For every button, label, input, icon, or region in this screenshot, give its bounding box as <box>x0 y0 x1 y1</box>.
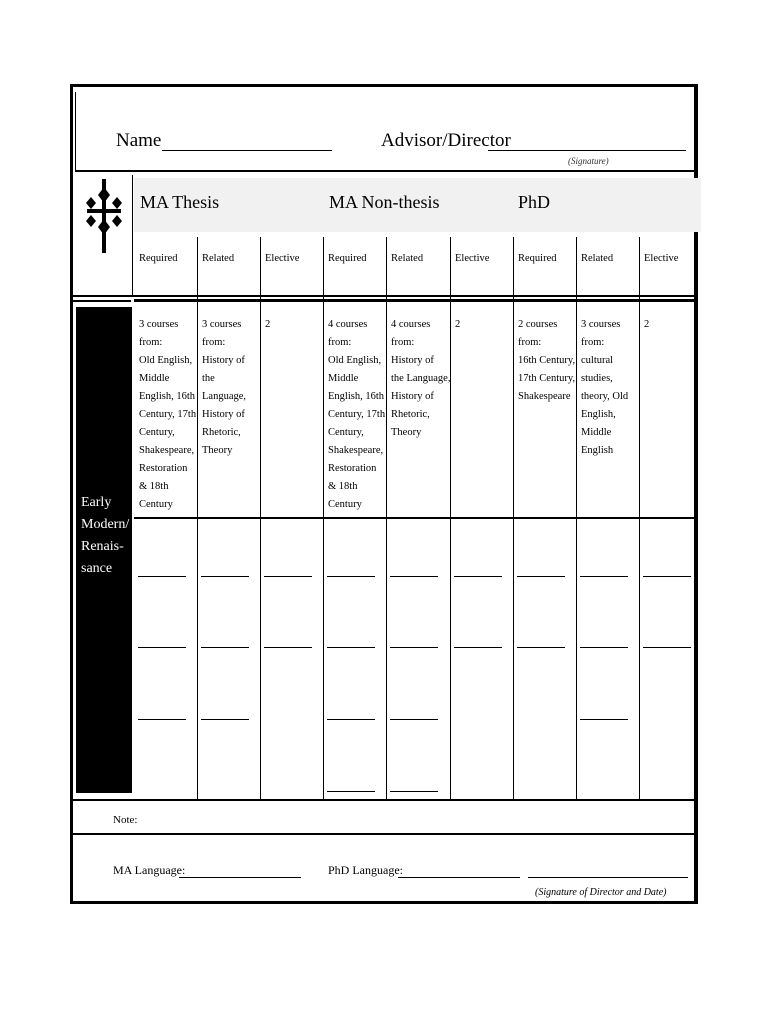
course-entry-line[interactable] <box>454 647 502 648</box>
program-ma-thesis: MA Thesis <box>140 192 220 212</box>
course-entry-line[interactable] <box>390 647 438 648</box>
req-cell-phd-required <box>518 316 575 406</box>
requirement-line: Century <box>328 499 362 510</box>
section-label-line: Modern/ <box>81 517 130 532</box>
section-label <box>81 492 129 580</box>
col-header-ma-nonthesis-elective: Elective <box>455 253 490 264</box>
col-header-phd-required: Required <box>518 253 557 264</box>
ma-language-field[interactable] <box>179 877 301 878</box>
requirement-line: from: <box>328 337 352 348</box>
phd-language-field[interactable] <box>398 877 520 878</box>
course-entry-line[interactable] <box>201 647 249 648</box>
requirement-line: cultural <box>581 355 614 366</box>
requirement-line: 4 courses <box>328 319 368 330</box>
requirement-line: English <box>581 445 614 456</box>
ma-language-label: MA Language: <box>113 863 186 877</box>
requirement-line: 2 <box>455 319 461 330</box>
course-entry-line[interactable] <box>327 647 375 648</box>
req-cell-ma-thesis-elective <box>265 316 270 334</box>
director-signature-field[interactable] <box>528 877 688 878</box>
requirement-line: theory, Old <box>581 391 629 402</box>
requirement-line: Old English, <box>139 355 193 366</box>
col-header-phd-elective: Elective <box>644 253 679 264</box>
requirement-line: Century, <box>139 427 175 438</box>
course-entry-line[interactable] <box>327 791 375 792</box>
course-entry-line[interactable] <box>454 576 502 577</box>
requirement-line: Shakespeare, <box>328 445 384 456</box>
requirement-line: Middle <box>139 373 170 384</box>
course-entry-line[interactable] <box>327 576 375 577</box>
requirement-line: Old English, <box>328 355 382 366</box>
course-entry-line[interactable] <box>643 647 691 648</box>
program-banner <box>134 178 701 232</box>
col-header-ma-nonthesis-required: Required <box>328 253 367 264</box>
req-cell-ma-nonthesis-related <box>391 316 450 442</box>
requirement-line: English, 16th <box>328 391 385 402</box>
requirement-line: from: <box>391 337 415 348</box>
section-label-line: sance <box>81 561 113 576</box>
col-divider-4 <box>386 237 387 799</box>
col-divider-2 <box>260 237 261 799</box>
requirement-line: & 18th <box>139 481 169 492</box>
course-entry-line[interactable] <box>580 719 628 720</box>
requirement-line: Language, <box>202 391 247 402</box>
requirement-line: Theory <box>202 445 233 456</box>
col-header-ma-nonthesis-related: Related <box>391 253 424 264</box>
course-entry-line[interactable] <box>327 719 375 720</box>
course-entry-line[interactable] <box>517 647 565 648</box>
requirement-line: English, <box>581 409 616 420</box>
signature-caption: (Signature) <box>568 156 609 166</box>
col-divider-3 <box>323 237 324 799</box>
director-signature-caption: (Signature of Director and Date) <box>535 887 667 898</box>
requirement-line: Middle <box>581 427 612 438</box>
header-row <box>75 92 696 172</box>
requirement-line: History of <box>202 355 245 366</box>
requirement-line: from: <box>518 337 542 348</box>
requirement-line: studies, <box>581 373 613 384</box>
section-label-line: Renais- <box>81 539 124 554</box>
advisor-signature-field[interactable] <box>488 150 686 151</box>
course-entry-line[interactable] <box>390 791 438 792</box>
requirement-line: from: <box>581 337 605 348</box>
requirement-line: History of <box>202 409 245 420</box>
course-entry-line[interactable] <box>201 719 249 720</box>
requirement-line: Century <box>139 499 173 510</box>
course-entry-line[interactable] <box>264 576 312 577</box>
req-cell-ma-nonthesis-elective <box>455 316 460 334</box>
advisor-label: Advisor/Director <box>381 130 511 151</box>
course-entry-line[interactable] <box>138 719 186 720</box>
course-entry-line[interactable] <box>138 647 186 648</box>
requirement-line: 3 courses <box>581 319 621 330</box>
body-rule <box>134 299 695 302</box>
requirement-line: Century, 17th <box>139 409 197 420</box>
col-divider-6 <box>513 237 514 799</box>
requirement-line: History of <box>391 391 434 402</box>
requirement-line: the Language, <box>391 373 451 384</box>
grid-bottom-rule <box>73 799 695 801</box>
course-entry-line[interactable] <box>580 576 628 577</box>
col-header-phd-related: Related <box>581 253 614 264</box>
requirement-line: 2 <box>644 319 650 330</box>
col-header-ma-thesis-required: Required <box>139 253 178 264</box>
cross-logo-icon <box>81 179 127 253</box>
col-header-ma-thesis-elective: Elective <box>265 253 300 264</box>
col-divider-1 <box>197 237 198 799</box>
course-entry-line[interactable] <box>390 719 438 720</box>
requirement-line: & 18th <box>328 481 358 492</box>
course-entry-line[interactable] <box>201 576 249 577</box>
requirement-line: Rhetoric, <box>202 427 241 438</box>
requirement-line: History of <box>391 355 434 366</box>
req-cell-ma-thesis-related <box>202 316 246 460</box>
program-phd: PhD <box>518 192 551 212</box>
course-entry-line[interactable] <box>390 576 438 577</box>
req-cell-phd-elective <box>644 316 649 334</box>
requirement-line: Century, 17th <box>328 409 386 420</box>
course-requirements-form <box>70 84 698 904</box>
note-rule <box>73 833 695 835</box>
program-ma-nonthesis: MA Non-thesis <box>329 192 440 212</box>
requirement-line: Theory <box>391 427 422 438</box>
requirement-line: 2 courses <box>518 319 558 330</box>
note-label: Note: <box>113 814 138 826</box>
requirement-line: 3 courses <box>139 319 179 330</box>
name-field[interactable] <box>162 150 332 151</box>
requirement-line: 2 <box>265 319 271 330</box>
col-header-ma-thesis-related: Related <box>202 253 235 264</box>
requirement-line: 17th Century, <box>518 373 576 384</box>
logo-divider <box>132 175 133 295</box>
col-divider-8 <box>639 237 640 799</box>
course-entry-line[interactable] <box>517 576 565 577</box>
requirement-line: from: <box>139 337 163 348</box>
req-cell-ma-thesis-required <box>139 316 196 514</box>
course-entry-line[interactable] <box>264 647 312 648</box>
name-label: Name <box>116 130 162 151</box>
requirement-line: Restoration <box>328 463 377 474</box>
requirement-line: 4 courses <box>391 319 431 330</box>
req-cell-phd-related <box>581 316 628 460</box>
section-label-line: Early <box>81 495 112 510</box>
requirement-line: 16th Century, <box>518 355 576 366</box>
requirement-line: Century, <box>328 427 364 438</box>
col-divider-7 <box>576 237 577 799</box>
course-entry-line[interactable] <box>643 576 691 577</box>
course-entry-line[interactable] <box>580 647 628 648</box>
requirement-line: from: <box>202 337 226 348</box>
requirement-line: Middle <box>328 373 359 384</box>
requirement-line: Rhetoric, <box>391 409 430 420</box>
header-rule <box>73 295 695 297</box>
course-entry-line[interactable] <box>138 576 186 577</box>
requirement-line: Shakespeare <box>518 391 571 402</box>
section-label-block <box>76 307 132 793</box>
phd-language-label: PhD Language: <box>328 863 403 877</box>
side-rule <box>73 300 131 302</box>
requirement-line: the <box>202 373 215 384</box>
requirements-rule <box>134 517 695 519</box>
requirement-line: Shakespeare, <box>139 445 195 456</box>
requirement-line: Restoration <box>139 463 188 474</box>
req-cell-ma-nonthesis-required <box>328 316 385 514</box>
requirement-line: English, 16th <box>139 391 196 402</box>
requirement-line: 3 courses <box>202 319 242 330</box>
